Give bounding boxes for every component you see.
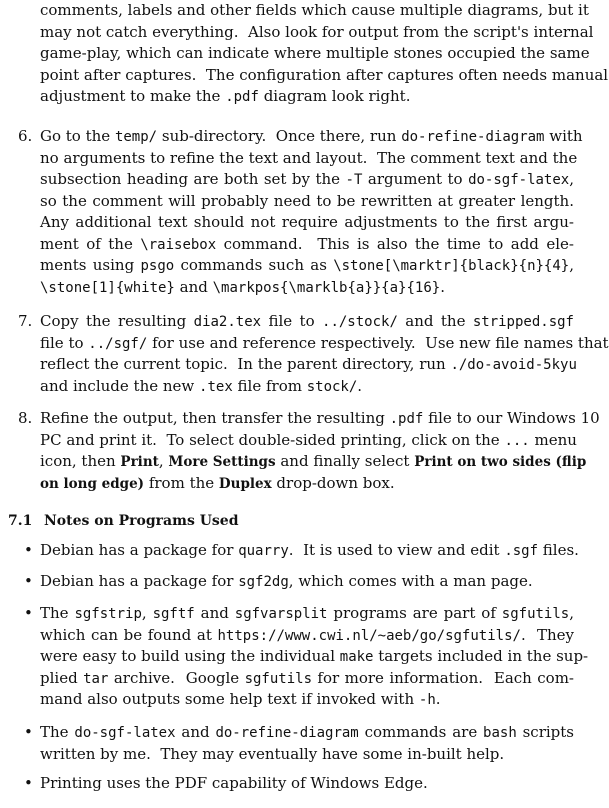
text-run: which can be found at (40, 625, 218, 644)
text-line (40, 722, 574, 744)
text-line (40, 126, 583, 148)
text-line (40, 744, 574, 766)
bullet-marker: • (24, 774, 33, 792)
text-run: so the comment will probably need to be rewritten at greater length. (40, 191, 574, 210)
text-run: , (141, 604, 153, 622)
text-run: drop-down box. (271, 473, 395, 492)
code-text: quarry (238, 543, 289, 559)
text-run: Any additional text should not require adjustments to the first argu- (40, 213, 574, 231)
code-text: dia2.tex (193, 314, 262, 330)
item-text (40, 126, 583, 298)
text-run: archive. Google (108, 668, 245, 687)
bullet-text (40, 603, 589, 711)
text-run: Printing uses the PDF capability of Windows Edge. (40, 774, 428, 792)
text-line (40, 277, 574, 299)
text-run: comments, labels and other fields which cause multiple diagrams, but it (40, 1, 589, 19)
text-run: mand also outputs some help text if invoked with (40, 690, 419, 708)
code-text: \raisebox (140, 236, 217, 253)
text-line (40, 376, 574, 398)
code-text: stock/ (306, 378, 358, 395)
text-run: targets included in the sup- (373, 647, 589, 665)
section-number: 7.1 (8, 513, 33, 529)
item-number: 7. (18, 312, 33, 330)
section-title: Notes on Programs Used (44, 513, 239, 529)
code-text: sgfutils (501, 606, 570, 622)
text-line (40, 86, 574, 108)
section-heading (8, 511, 239, 531)
item-number: 6. (18, 127, 33, 145)
text-run: file to (261, 312, 323, 330)
text-run: . (440, 277, 445, 296)
code-text: psgo (140, 258, 175, 274)
text-run: from the (144, 473, 219, 492)
text-line (40, 773, 574, 795)
text-run: menu (529, 430, 577, 449)
code-text: .pdf (389, 411, 424, 427)
code-text: -h (418, 692, 436, 708)
text-run: and (175, 723, 216, 741)
text-run: and (174, 277, 213, 296)
text-run: . (435, 690, 441, 708)
text-run: , (158, 452, 169, 470)
text-run: point after captures. The configuration after captures often needs manual (40, 65, 609, 84)
code-text: \stone[\marktr]{black}{n}{4} (333, 258, 570, 274)
code-text: sgf2dg (238, 574, 289, 590)
text-run: The (40, 604, 75, 622)
bullet-marker: • (24, 604, 33, 622)
text-line (40, 311, 574, 333)
item-text (40, 311, 609, 397)
text-run: , (569, 256, 574, 274)
text-line (40, 212, 574, 234)
text-run: game-play, which can indicate where multiple stones occupied the same (40, 44, 590, 62)
text-run: were easy to build using the individual (40, 647, 340, 665)
text-run: commands such as (174, 256, 334, 274)
text-run: for more information. Each com- (312, 668, 574, 687)
text-run: icon, then (40, 452, 121, 470)
code-text: ... (504, 432, 530, 449)
text-line (40, 22, 594, 44)
code-text: tar (83, 670, 109, 687)
text-run: command. This is also the time to add ele- (216, 234, 574, 253)
text-line (40, 65, 609, 87)
text-line (40, 169, 574, 191)
text-line (40, 191, 574, 213)
text-run: , (569, 170, 574, 188)
bold-text: on long edge) (40, 475, 145, 492)
code-text: do-refine-diagram (215, 725, 359, 741)
code-text: sgfvarsplit (234, 606, 328, 622)
code-text: https://www.cwi.nl/~aeb/go/sgfutils/ (217, 627, 521, 644)
text-run: no arguments to refine the text and layout. The comment text and the (40, 148, 578, 167)
code-text: bash (483, 725, 517, 741)
code-text: .sgf (504, 543, 539, 559)
code-text: stripped.sgf (472, 314, 574, 330)
code-text: ../stock/ (322, 314, 398, 330)
bold-text: More Settings (168, 454, 276, 470)
item-number: 8. (18, 409, 33, 427)
code-text: do-sgf-latex (74, 725, 176, 741)
text-line (40, 43, 590, 65)
text-run: adjustment to make the (40, 87, 226, 105)
text-line (40, 234, 574, 256)
text-run: programs are part of (327, 604, 502, 622)
text-line (40, 430, 577, 452)
text-run: , (569, 604, 574, 622)
text-run: ments using (40, 256, 141, 274)
code-text: -T (345, 172, 363, 188)
text-run: Refine the output, then transfer the resulting (40, 409, 390, 427)
text-run: may not catch everything. Also look for output from the script's internal (40, 22, 594, 41)
text-line (40, 625, 574, 647)
text-line (40, 255, 574, 277)
text-run: file to (40, 333, 89, 352)
code-text: \stone[1]{white} (40, 279, 175, 296)
text-run: with (544, 127, 583, 145)
bullet-marker: • (24, 723, 33, 741)
code-text: temp/ (114, 129, 158, 145)
text-run: argument to (362, 170, 469, 188)
text-run: reflect the current topic. In the parent directory, run (40, 355, 451, 373)
text-run: , which comes with a man page. (288, 572, 533, 590)
text-run: plied (40, 668, 84, 687)
code-text: \markpos{\marklb{a}}{a}{16} (212, 279, 441, 296)
code-text: ./do-avoid-5kyu (450, 357, 577, 373)
text-line (40, 148, 578, 170)
text-run: and include the new (40, 376, 200, 395)
text-run: Debian has a package for (40, 572, 239, 590)
bold-text: Print on two sides (flip (414, 454, 587, 470)
text-line (40, 571, 574, 593)
bullet-marker: • (24, 572, 33, 590)
text-run: and the (397, 312, 473, 330)
text-run: subsection heading are both set by the (40, 170, 346, 188)
code-text: ../sgf/ (88, 335, 148, 352)
text-run: Copy the resulting (40, 312, 194, 330)
text-run: . (357, 376, 363, 395)
text-run: for use and reference respectively. Use new file names that (147, 333, 609, 352)
text-run: Debian has a package for (40, 541, 239, 559)
text-line (40, 603, 574, 625)
text-run: ment of the (40, 234, 141, 253)
text-line (40, 0, 589, 22)
bullet-text (40, 540, 579, 562)
bullet-text (40, 773, 574, 795)
text-run: sub-directory. Once there, run (157, 127, 402, 145)
bold-text: Duplex (218, 475, 272, 492)
text-line (40, 451, 587, 473)
code-text: do-sgf-latex (468, 172, 570, 188)
text-run: Go to the (40, 127, 115, 145)
text-run: file from (232, 376, 307, 395)
text-run: diagram look right. (258, 87, 411, 105)
text-line (40, 540, 579, 562)
bullet-marker: • (24, 541, 33, 559)
text-run: file to our Windows 10 (423, 409, 600, 427)
item-text (40, 408, 600, 494)
code-text: sgfstrip (74, 606, 142, 622)
bold-text: Print (120, 454, 159, 470)
text-run: and (194, 604, 235, 622)
text-line (40, 473, 574, 495)
text-run: written by me. They may eventually have some in-built help. (40, 744, 505, 763)
text-line (40, 668, 574, 690)
text-run: files. (538, 541, 579, 559)
text-line (40, 689, 574, 711)
text-run: and finally select (275, 452, 415, 470)
text-run: commands are (358, 723, 484, 741)
text-line (40, 408, 600, 430)
code-text: .tex (199, 378, 233, 395)
bullet-text (40, 571, 574, 593)
text-run: The (40, 723, 75, 741)
bullet-text (40, 722, 574, 765)
code-text: make (339, 649, 374, 665)
code-text: .pdf (225, 89, 259, 105)
code-text: sgfutils (244, 670, 312, 687)
text-run: PC and print it. To select double-sided printing, click on the (40, 430, 505, 449)
text-run: . They (520, 625, 574, 644)
text-line (40, 646, 589, 668)
intro-paragraph (40, 0, 609, 108)
text-line (40, 333, 609, 355)
text-run: scripts (516, 723, 575, 741)
code-text: sgftf (152, 606, 195, 622)
code-text: do-refine-diagram (401, 129, 545, 145)
text-run: . It is used to view and edit (288, 541, 505, 559)
text-line (40, 354, 577, 376)
